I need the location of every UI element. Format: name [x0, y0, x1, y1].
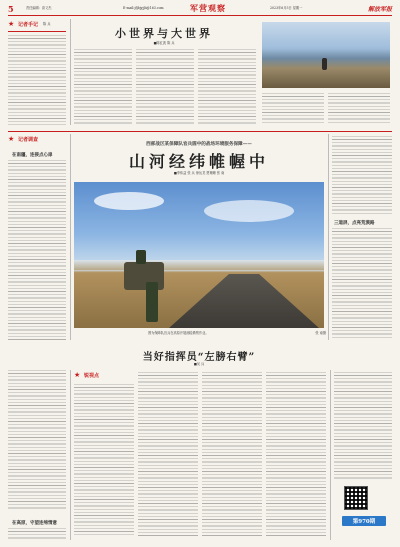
feature-photo [74, 182, 324, 328]
divider [70, 134, 71, 340]
column-label-reporter [8, 21, 66, 30]
feature-title: 山河经纬帷幄中 [128, 152, 269, 171]
column-author: 陈 兵 [43, 22, 51, 26]
divider [70, 370, 71, 540]
text-column [332, 228, 392, 340]
article2-section [8, 370, 392, 540]
article-top [8, 19, 392, 129]
article1-photo [262, 22, 390, 88]
text-column [262, 93, 324, 125]
feature-kicker: 西部战区某保障队官兵圆中的战场环境服务保障—— [146, 142, 252, 147]
divider [330, 370, 331, 540]
soldier [136, 250, 146, 264]
divider [70, 19, 71, 125]
qr-code [344, 486, 368, 510]
text-column [8, 528, 66, 540]
text-column [8, 370, 66, 510]
star-icon: ★ [8, 20, 15, 28]
star-icon: ★ [74, 371, 81, 379]
vehicle [124, 262, 164, 290]
text-column [328, 93, 390, 125]
sub-heading-left-2: 在高原，守望连绵情意 [12, 521, 57, 526]
text-column [266, 372, 326, 536]
issue-badge [342, 516, 386, 526]
issue-badge-text: 第970期 [352, 519, 376, 525]
masthead: 解放军报 [367, 6, 392, 13]
sub-heading-right: 三道屏，点亮荒漠路 [334, 221, 375, 226]
article1-byline: ■陈红波 陈 兵 [153, 41, 175, 45]
text-column [334, 372, 392, 480]
date: 2023年6月5日 星期一 [270, 6, 303, 10]
article1-title: 小世界与大世界 [115, 27, 213, 40]
section-title: 军营观察 [190, 3, 226, 13]
page-number: 5 [8, 4, 14, 14]
soldier [146, 282, 158, 322]
cloud [94, 192, 164, 210]
text-column [74, 49, 132, 125]
text-column [136, 49, 194, 125]
section-rule [8, 131, 392, 132]
text-column [202, 372, 262, 536]
cloud [204, 200, 294, 222]
photo-caption: 图为保障队官兵在高原开展测绘勘察作业。 [148, 331, 209, 335]
mountains [74, 260, 324, 270]
text-column [332, 136, 392, 216]
column-label-text: 记者手记 [18, 22, 39, 28]
text-column [8, 35, 66, 125]
divider [328, 134, 329, 340]
sub-heading-left: 在南疆，连接点心扉 [12, 153, 53, 158]
column-label-text: 锐视点 [84, 373, 100, 379]
article2-byline: ■吴 兵 [193, 362, 205, 366]
figure-silhouette [322, 58, 327, 70]
article2-title: 当好指挥员“左膀右臂” [142, 352, 256, 363]
road [169, 274, 319, 328]
email: E-mail:jfjbjyjjb@163.com [123, 6, 164, 10]
column-label-text: 记者调查 [18, 137, 39, 143]
text-column [138, 372, 198, 536]
divider [8, 31, 66, 32]
column-label-sharp [74, 372, 124, 381]
section-small: 责任编辑：高义杰 [26, 6, 52, 10]
text-column [8, 160, 66, 340]
text-column [198, 49, 256, 125]
star-icon: ★ [8, 135, 15, 143]
feature-byline: ■李伟益 张 兵 徐运龙 贾珊珊 张 南 [173, 171, 225, 175]
text-column [74, 384, 134, 536]
column-label-investigation [8, 136, 66, 145]
photo-credit: 张 南摄 [315, 331, 326, 335]
header-rule [8, 15, 392, 16]
feature-section [8, 134, 392, 344]
